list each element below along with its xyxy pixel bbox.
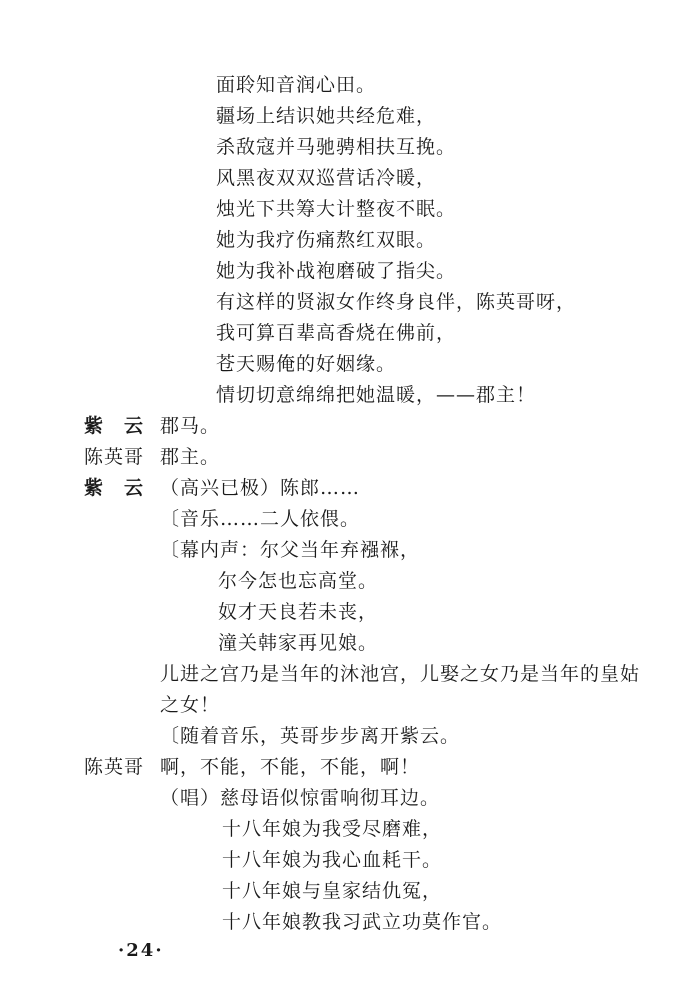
verse-line: 烛光下共筹大计整夜不眠。 [216,198,457,220]
stage-direction: 〔音乐……二人依偎。 [160,508,361,530]
verse-line: 风黑夜双双巡营话冷暖， [216,167,437,189]
verse-line: 她为我补战袍磨破了指尖。 [216,260,457,282]
offstage-line: 潼关韩家再见娘。 [218,632,379,654]
verse-line: 她为我疗伤痛熬红双眼。 [216,229,437,251]
verse-line: 十八年娘为我受尽磨难， [222,818,443,840]
verse-line: 杀敌寇并马驰骋相扶互挽。 [216,136,457,158]
offstage-line: 尔今怎也忘高堂。 [218,570,379,592]
stage-direction: 〔幕内声：尔父当年弃襁褓， [160,539,421,561]
verse-line: 疆场上结识她共经危难， [216,105,437,127]
dialogue-text: 啊，不能，不能，不能，啊！ [160,756,421,778]
speaker-name: 紫 云 [84,415,145,437]
stage-direction: 〔随着音乐，英哥步步离开紫云。 [160,725,461,747]
verse-line: 我可算百辈高香烧在佛前， [216,322,457,344]
verse-line: 十八年娘教我习武立功莫作官。 [222,911,503,933]
verse-line: 有这样的贤淑女作终身良伴，陈英哥呀， [216,291,577,313]
dialogue-text: （高兴已极）陈郎…… [160,477,361,499]
verse-line: 十八年娘为我心血耗干。 [222,849,443,871]
speaker-name: 陈英哥 [84,446,145,468]
verse-line: 十八年娘与皇家结仇冤， [222,880,443,902]
prose-line: 之女！ [160,694,221,716]
speaker-name: 陈英哥 [84,756,145,778]
speaker-name: 紫 云 [84,477,145,499]
prose-line: 儿进之宫乃是当年的沐池宫，儿娶之女乃是当年的皇姑 [160,663,641,685]
page-number: ·24· [118,940,164,961]
dialogue-text: 郡主。 [160,446,221,468]
sing-line: （唱）慈母语似惊雷响彻耳边。 [160,787,441,809]
verse-line: 面聆知音润心田。 [216,74,377,96]
dialogue-text: 郡马。 [160,415,221,437]
verse-line: 苍天赐俺的好姻缘。 [216,353,397,375]
verse-line: 情切切意绵绵把她温暖，——郡主！ [216,384,537,406]
offstage-line: 奴才天良若未丧， [218,601,379,623]
